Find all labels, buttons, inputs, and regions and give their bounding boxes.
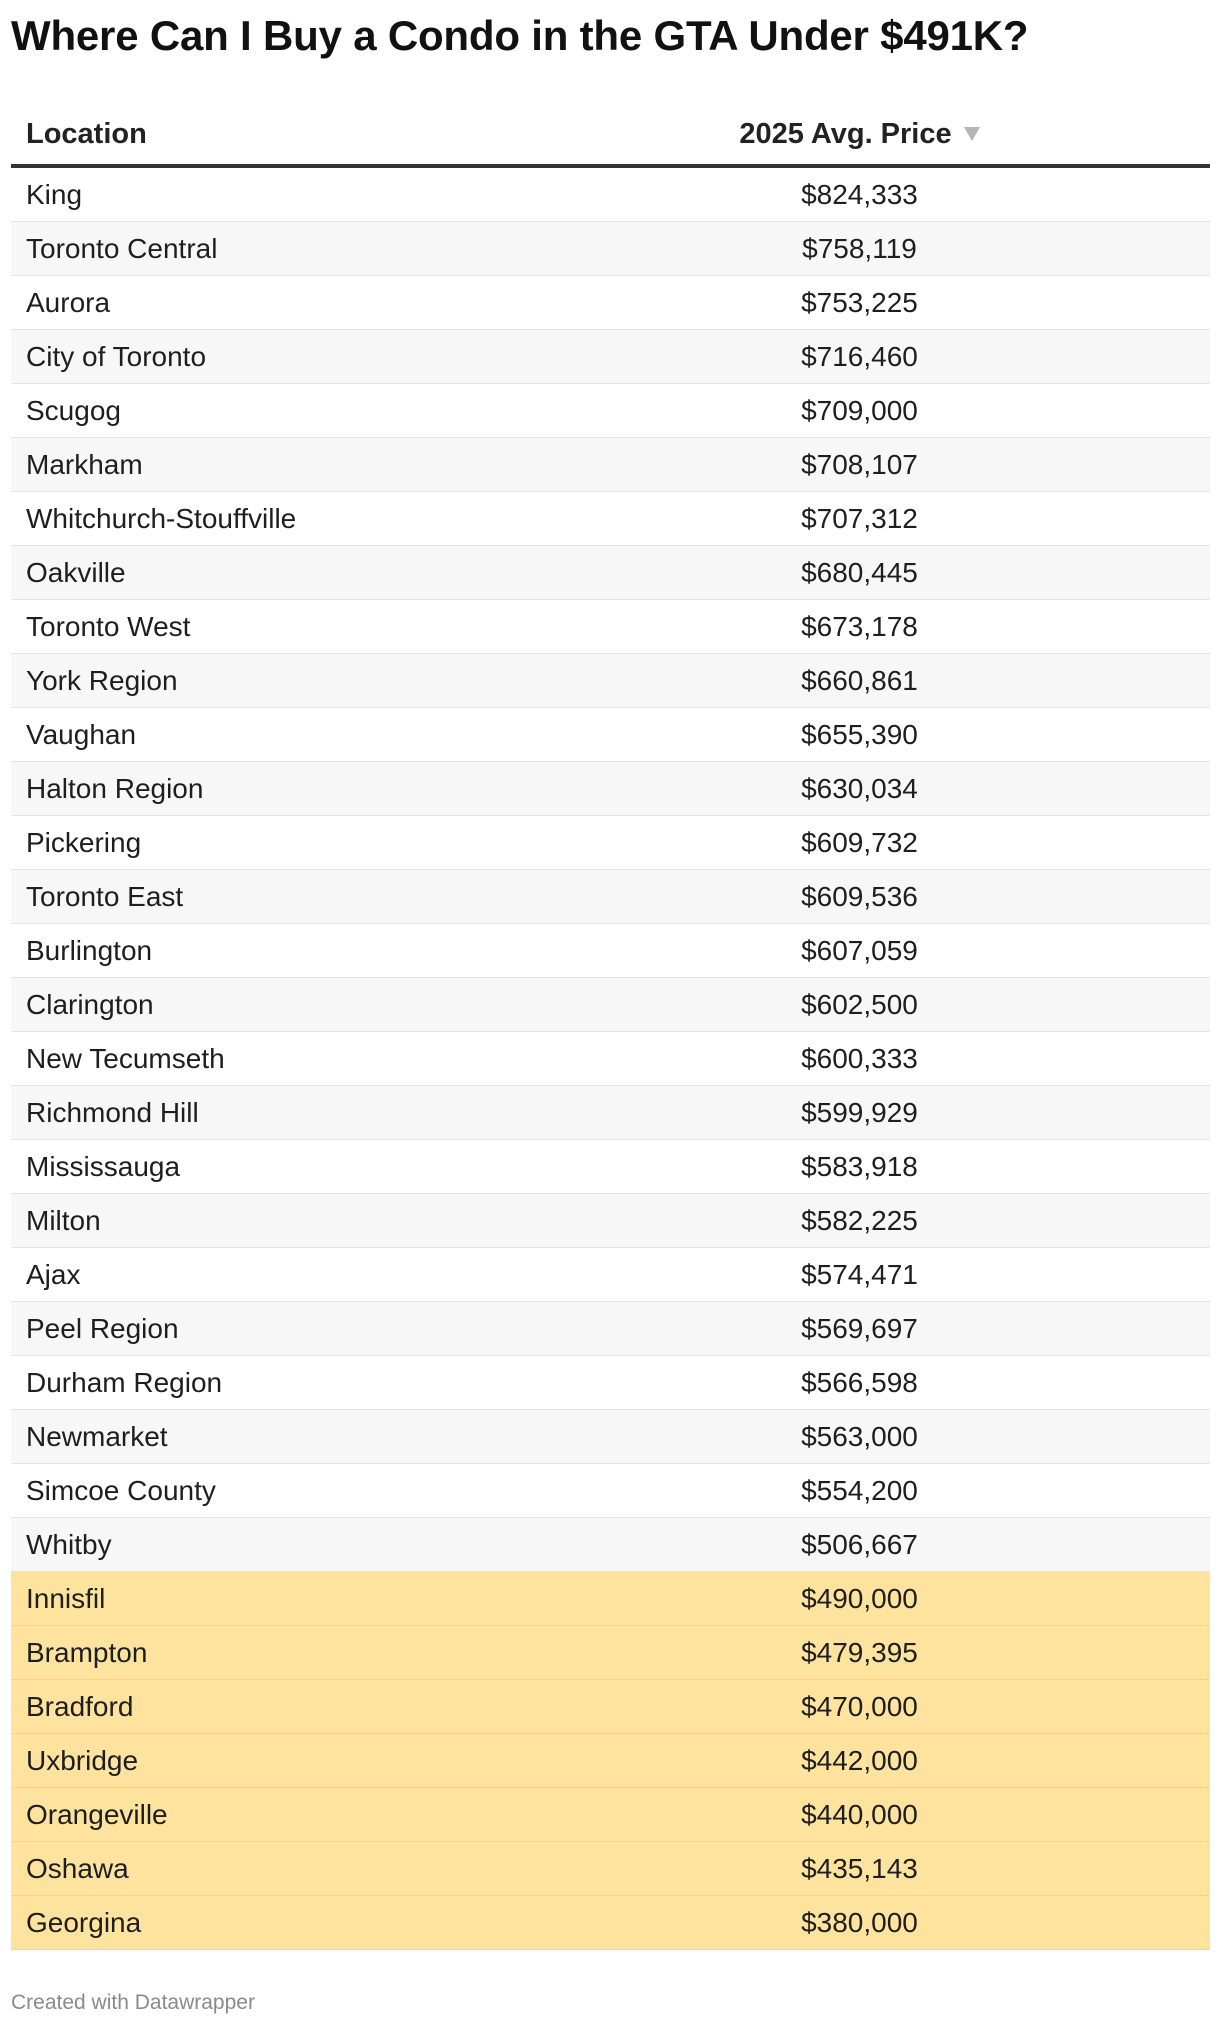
- cell-location: Bradford: [26, 1691, 134, 1722]
- cell-price: $506,667: [801, 1529, 918, 1560]
- column-header-location-label: Location: [26, 118, 147, 150]
- table-row: [11, 1356, 1210, 1410]
- table-row: [11, 1680, 1210, 1734]
- cell-location: Whitchurch-Stouffville: [26, 503, 297, 534]
- column-header-price[interactable]: [630, 98, 1089, 168]
- table-row: [11, 1734, 1210, 1788]
- cell-location: New Tecumseth: [26, 1043, 225, 1074]
- cell-location: Pickering: [26, 827, 142, 858]
- cell-price: $753,225: [801, 287, 918, 318]
- table-row: [11, 654, 1210, 708]
- table-row: [11, 330, 1210, 384]
- cell-location: Oshawa: [26, 1853, 129, 1884]
- cell-location: Innisfil: [26, 1583, 106, 1614]
- cell-location: Whitby: [26, 1529, 112, 1560]
- cell-price: $490,000: [801, 1583, 918, 1614]
- cell-price: $600,333: [801, 1043, 918, 1074]
- cell-location: Newmarket: [26, 1421, 168, 1452]
- table-row: [11, 546, 1210, 600]
- cell-location: Burlington: [26, 935, 153, 966]
- cell-location: Georgina: [26, 1907, 142, 1938]
- table-row: [11, 1302, 1210, 1356]
- cell-location: Markham: [26, 449, 143, 480]
- cell-location: Peel Region: [26, 1313, 179, 1344]
- table-body: [11, 168, 1210, 1950]
- cell-location: Aurora: [26, 287, 111, 318]
- cell-price: $824,333: [801, 179, 918, 210]
- cell-price: $707,312: [801, 503, 918, 534]
- cell-location: Richmond Hill: [26, 1097, 199, 1128]
- cell-location: King: [26, 179, 83, 210]
- cell-price: $660,861: [801, 665, 918, 696]
- cell-location: Ajax: [26, 1259, 81, 1290]
- table-row: [11, 1464, 1210, 1518]
- cell-location: Durham Region: [26, 1367, 223, 1398]
- table-row: [11, 168, 1210, 222]
- cell-price: $440,000: [801, 1799, 918, 1830]
- cell-price: $574,471: [801, 1259, 918, 1290]
- table-row: [11, 1032, 1210, 1086]
- cell-location: Mississauga: [26, 1151, 181, 1182]
- cell-price: $708,107: [801, 449, 918, 480]
- cell-location: Uxbridge: [26, 1745, 139, 1776]
- table-row: [11, 708, 1210, 762]
- cell-location: Simcoe County: [26, 1475, 216, 1506]
- cell-location: Toronto Central: [26, 233, 218, 264]
- table-row: [11, 1896, 1210, 1950]
- cell-price: $569,697: [801, 1313, 918, 1344]
- cell-price: $599,929: [801, 1097, 918, 1128]
- table-row: [11, 1572, 1210, 1626]
- table-row: [11, 438, 1210, 492]
- cell-price: $470,000: [801, 1691, 918, 1722]
- cell-location: Toronto West: [26, 611, 191, 642]
- cell-price: $709,000: [801, 395, 918, 426]
- table-row: [11, 222, 1210, 276]
- cell-location: City of Toronto: [26, 341, 207, 372]
- column-header-price-label: 2025 Avg. Price: [739, 118, 952, 150]
- cell-price: $563,000: [801, 1421, 918, 1452]
- cell-location: Orangeville: [26, 1799, 168, 1830]
- sort-descending-icon[interactable]: [964, 127, 980, 141]
- cell-price: $609,732: [801, 827, 918, 858]
- chart-title: Where Can I Buy a Condo in the GTA Under $491K?: [11, 12, 1029, 59]
- cell-price: $716,460: [801, 341, 918, 372]
- cell-location: Halton Region: [26, 773, 204, 804]
- table-row: [11, 1788, 1210, 1842]
- cell-location: Toronto East: [26, 881, 184, 912]
- table-row: [11, 1194, 1210, 1248]
- cell-location: Scugog: [26, 395, 121, 426]
- cell-location: Oakville: [26, 557, 126, 588]
- cell-location: Vaughan: [26, 719, 137, 750]
- table-row: [11, 384, 1210, 438]
- table-header: [11, 98, 1210, 168]
- table-row: [11, 816, 1210, 870]
- table-row: [11, 1626, 1210, 1680]
- table-row: [11, 1518, 1210, 1572]
- cell-price: $435,143: [801, 1853, 918, 1884]
- cell-price: $566,598: [801, 1367, 918, 1398]
- table-row: [11, 978, 1210, 1032]
- column-header-location[interactable]: [26, 98, 147, 168]
- table-row: [11, 762, 1210, 816]
- cell-price: $554,200: [801, 1475, 918, 1506]
- table-row: [11, 1248, 1210, 1302]
- cell-price: $607,059: [801, 935, 918, 966]
- cell-price: $609,536: [801, 881, 918, 912]
- table-row: [11, 1086, 1210, 1140]
- table-row: [11, 1140, 1210, 1194]
- cell-price: $380,000: [801, 1907, 918, 1938]
- cell-price: $680,445: [801, 557, 918, 588]
- footer-credit: Created with Datawrapper: [11, 1991, 255, 2014]
- table-row: [11, 1410, 1210, 1464]
- table-row: [11, 276, 1210, 330]
- table-row: [11, 870, 1210, 924]
- table-row: [11, 492, 1210, 546]
- cell-price: $479,395: [801, 1637, 918, 1668]
- cell-location: Brampton: [26, 1637, 148, 1668]
- table-row: [11, 1842, 1210, 1896]
- table-row: [11, 600, 1210, 654]
- cell-price: $673,178: [801, 611, 918, 642]
- cell-price: $655,390: [801, 719, 918, 750]
- data-table: [11, 98, 1210, 1950]
- cell-location: York Region: [26, 665, 178, 696]
- cell-price: $630,034: [801, 773, 918, 804]
- cell-price: $583,918: [801, 1151, 918, 1182]
- table-row: [11, 924, 1210, 978]
- cell-price: $582,225: [801, 1205, 918, 1236]
- cell-price: $758,119: [802, 233, 917, 264]
- cell-price: $442,000: [801, 1745, 918, 1776]
- cell-location: Clarington: [26, 989, 154, 1020]
- cell-location: Milton: [26, 1205, 101, 1236]
- cell-price: $602,500: [801, 989, 918, 1020]
